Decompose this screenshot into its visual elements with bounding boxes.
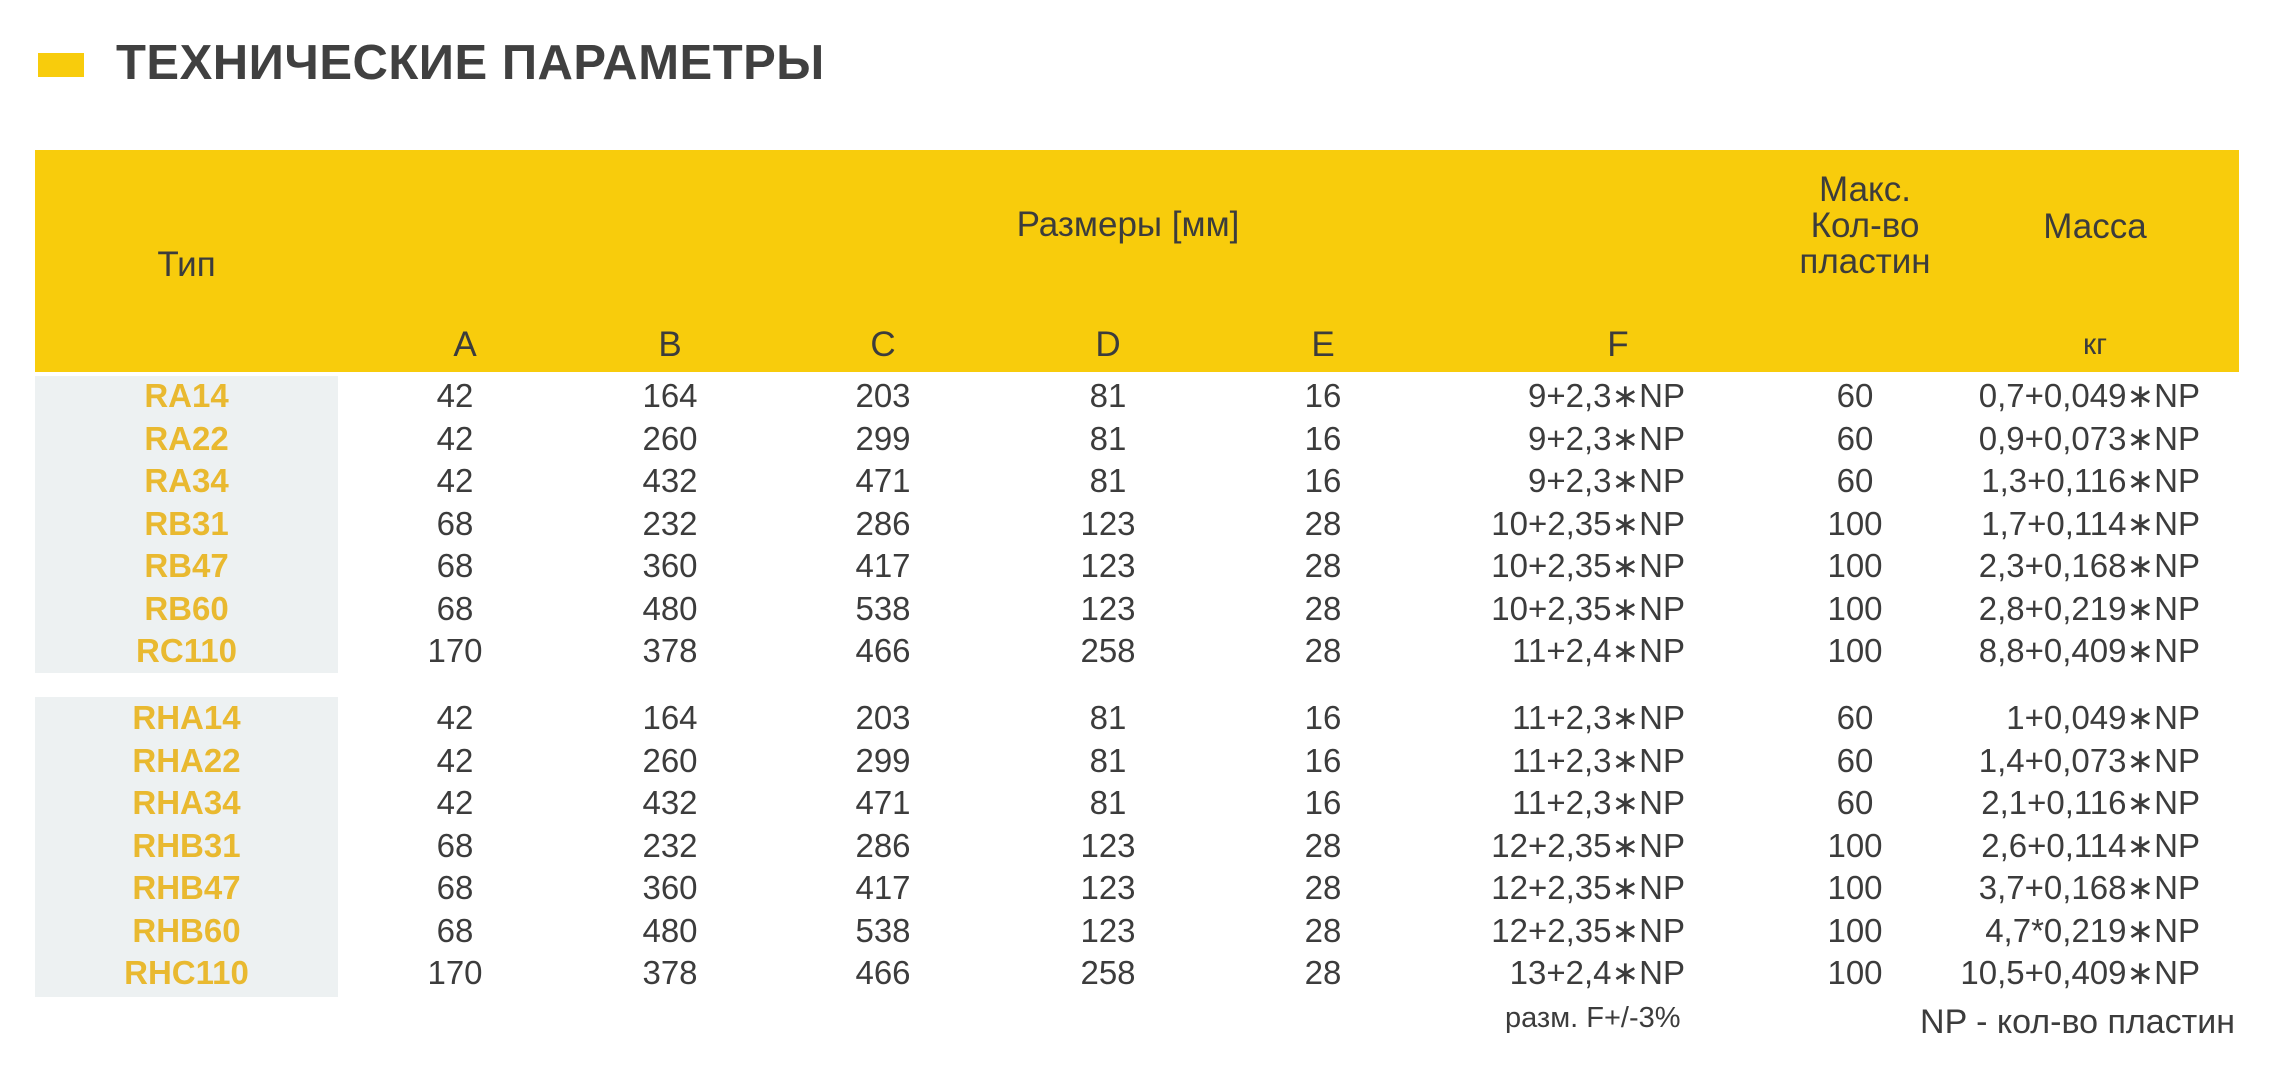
cell-e: 16 <box>1304 419 1342 457</box>
cell-max-plates: 60 <box>1836 377 1874 414</box>
cell-mass: 8,8+0,409∗NP <box>1978 632 2200 669</box>
title-marker <box>38 53 84 77</box>
cell-e: 28 <box>1304 911 1342 949</box>
cell-a: 42 <box>436 462 474 499</box>
header-max-plates <box>1740 172 1990 280</box>
cell-d: 81 <box>1089 377 1127 414</box>
cell-b: 360 <box>642 547 698 584</box>
cell-mass: 1,4+0,073∗NP <box>1978 741 2200 779</box>
cell-f: 10+2,35∗NP <box>1491 504 1685 542</box>
cell-f: 10+2,35∗NP <box>1491 589 1685 627</box>
cell-c: 286 <box>855 826 911 864</box>
cell-f: 11+2,4∗NP <box>1512 632 1685 669</box>
cell-max-plates: 100 <box>1827 954 1883 991</box>
cell-f: 9+2,3∗NP <box>1528 419 1685 457</box>
cell-e: 16 <box>1304 377 1342 414</box>
type-cell: RA22 <box>144 419 229 457</box>
header-dimensions: Размеры [мм] <box>1016 205 1240 244</box>
cell-d: 123 <box>1080 826 1136 864</box>
type-cell: RHB31 <box>132 826 241 864</box>
cell-a: 68 <box>436 504 474 542</box>
cell-max-plates: 100 <box>1827 632 1883 669</box>
type-cell: RHA22 <box>132 741 241 779</box>
cell-b: 378 <box>642 954 698 991</box>
cell-f: 12+2,35∗NP <box>1491 869 1685 906</box>
cell-d: 258 <box>1080 954 1136 991</box>
cell-max-plates: 100 <box>1827 504 1883 542</box>
cell-a: 68 <box>436 547 474 584</box>
cell-max-plates: 60 <box>1836 741 1874 779</box>
page-title: ТЕХНИЧЕСКИЕ ПАРАМЕТРЫ <box>116 36 825 90</box>
type-cell: RB47 <box>144 547 229 584</box>
cell-max-plates: 60 <box>1836 462 1874 499</box>
type-cell: RHB60 <box>132 911 241 949</box>
cell-max-plates: 60 <box>1836 699 1874 736</box>
cell-mass: 1,7+0,114∗NP <box>1981 504 2200 542</box>
cell-c: 299 <box>855 419 911 457</box>
cell-d: 81 <box>1089 741 1127 779</box>
cell-mass: 10,5+0,409∗NP <box>1960 954 2200 991</box>
type-cell: RA14 <box>144 377 229 414</box>
cell-max-plates: 100 <box>1827 826 1883 864</box>
header-col-e: E <box>1311 325 1335 364</box>
type-cell: RB60 <box>144 589 229 627</box>
cell-e: 28 <box>1304 547 1342 584</box>
type-cell: RC110 <box>136 632 237 669</box>
cell-a: 42 <box>436 419 474 457</box>
cell-a: 68 <box>436 826 474 864</box>
cell-e: 28 <box>1304 826 1342 864</box>
type-cell: RHA14 <box>132 699 241 736</box>
header-max-plates-line: пластин <box>1799 242 1931 281</box>
cell-f: 9+2,3∗NP <box>1528 462 1685 499</box>
cell-e: 16 <box>1304 741 1342 779</box>
cell-c: 417 <box>855 547 911 584</box>
cell-mass: 2,8+0,219∗NP <box>1978 589 2200 627</box>
header-mass: Масса <box>2043 207 2147 246</box>
cell-f: 11+2,3∗NP <box>1512 699 1685 736</box>
cell-b: 480 <box>642 589 698 627</box>
cell-b: 232 <box>642 826 698 864</box>
cell-f: 11+2,3∗NP <box>1512 784 1685 821</box>
cell-e: 28 <box>1304 869 1342 906</box>
header-max-plates-line: Кол-во <box>1810 206 1920 245</box>
cell-e: 28 <box>1304 632 1342 669</box>
cell-mass: 1,3+0,116∗NP <box>1981 462 2200 499</box>
cell-mass: 2,6+0,114∗NP <box>1981 826 2200 864</box>
type-cell: RB31 <box>144 504 229 542</box>
cell-e: 16 <box>1304 784 1342 821</box>
type-cell: RHA34 <box>132 784 241 821</box>
cell-mass: 4,7*0,219∗NP <box>1985 911 2200 949</box>
type-cell: RHC110 <box>124 954 249 991</box>
cell-a: 42 <box>436 784 474 821</box>
cell-b: 480 <box>642 911 698 949</box>
cell-mass: 3,7+0,168∗NP <box>1978 869 2200 906</box>
header-col-f: F <box>1607 325 1629 364</box>
cell-c: 203 <box>855 377 911 414</box>
cell-f: 12+2,35∗NP <box>1491 911 1685 949</box>
header-max-plates-line: Макс. <box>1819 170 1911 209</box>
cell-a: 68 <box>436 589 474 627</box>
cell-mass: 2,3+0,168∗NP <box>1978 547 2200 584</box>
cell-max-plates: 100 <box>1827 869 1883 906</box>
cell-max-plates: 100 <box>1827 547 1883 584</box>
cell-c: 203 <box>855 699 911 736</box>
cell-c: 466 <box>855 954 911 991</box>
cell-d: 81 <box>1089 462 1127 499</box>
cell-d: 123 <box>1080 869 1136 906</box>
cell-mass: 2,1+0,116∗NP <box>1981 784 2200 821</box>
cell-f: 13+2,4∗NP <box>1509 954 1685 991</box>
cell-e: 16 <box>1304 699 1342 736</box>
cell-max-plates: 60 <box>1836 419 1874 457</box>
type-cell: RA34 <box>144 462 229 499</box>
cell-d: 123 <box>1080 911 1136 949</box>
cell-c: 471 <box>855 462 911 499</box>
cell-b: 378 <box>642 632 698 669</box>
cell-c: 286 <box>855 504 911 542</box>
header-mass-unit: кг <box>2082 328 2108 361</box>
cell-mass: 1+0,049∗NP <box>2006 699 2200 736</box>
cell-max-plates: 100 <box>1827 589 1883 627</box>
cell-e: 16 <box>1304 462 1342 499</box>
cell-b: 232 <box>642 504 698 542</box>
cell-mass: 0,9+0,073∗NP <box>1978 419 2200 457</box>
type-cell: RHB47 <box>132 869 241 906</box>
cell-max-plates: 100 <box>1827 911 1883 949</box>
cell-e: 28 <box>1304 954 1342 991</box>
cell-c: 299 <box>855 741 911 779</box>
cell-a: 42 <box>436 699 474 736</box>
header-type: Тип <box>157 245 216 284</box>
cell-f: 11+2,3∗NP <box>1512 741 1685 779</box>
cell-f: 9+2,3∗NP <box>1528 377 1685 414</box>
cell-a: 170 <box>427 632 483 669</box>
header-col-a: A <box>453 325 477 364</box>
header-col-d: D <box>1095 325 1121 364</box>
np-legend: NP - кол-во пластин <box>1920 1003 2235 1041</box>
cell-b: 260 <box>642 419 698 457</box>
cell-c: 466 <box>855 632 911 669</box>
cell-b: 164 <box>642 377 698 414</box>
cell-c: 417 <box>855 869 911 906</box>
cell-a: 68 <box>436 911 474 949</box>
header-col-c: C <box>870 325 896 364</box>
cell-e: 28 <box>1304 504 1342 542</box>
cell-a: 170 <box>427 954 483 991</box>
cell-d: 123 <box>1080 547 1136 584</box>
cell-b: 432 <box>642 462 698 499</box>
cell-d: 81 <box>1089 699 1127 736</box>
cell-d: 258 <box>1080 632 1136 669</box>
header-col-b: B <box>658 325 682 364</box>
cell-b: 432 <box>642 784 698 821</box>
cell-b: 360 <box>642 869 698 906</box>
cell-a: 42 <box>436 377 474 414</box>
cell-a: 68 <box>436 869 474 906</box>
cell-c: 471 <box>855 784 911 821</box>
cell-c: 538 <box>855 589 911 627</box>
cell-a: 42 <box>436 741 474 779</box>
cell-d: 123 <box>1080 504 1136 542</box>
cell-d: 81 <box>1089 784 1127 821</box>
cell-f: 12+2,35∗NP <box>1491 826 1685 864</box>
cell-d: 123 <box>1080 589 1136 627</box>
f-tolerance-note: разм. F+/-3% <box>1505 1002 1681 1034</box>
cell-max-plates: 60 <box>1836 784 1874 821</box>
cell-b: 164 <box>642 699 698 736</box>
cell-f: 10+2,35∗NP <box>1491 547 1685 584</box>
cell-c: 538 <box>855 911 911 949</box>
cell-d: 81 <box>1089 419 1127 457</box>
cell-b: 260 <box>642 741 698 779</box>
cell-e: 28 <box>1304 589 1342 627</box>
cell-mass: 0,7+0,049∗NP <box>1978 377 2200 414</box>
